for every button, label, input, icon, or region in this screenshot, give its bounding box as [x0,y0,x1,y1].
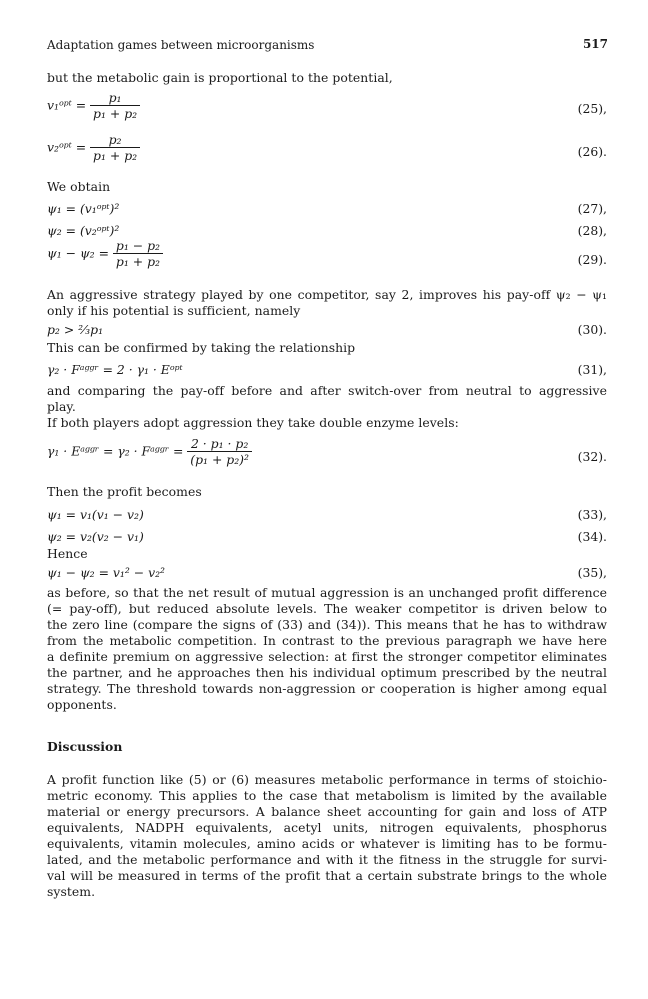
equation-32 [47,437,252,467]
text-line: the partner, and he approaches then his individual optimum prescribed by the neutral [47,665,607,680]
equation-number: (27), [577,201,607,216]
equation-26 [47,133,140,163]
text-line: only if his potential is sufficient, namely [47,303,301,318]
section-heading: Discussion [47,739,123,754]
eq-lhs: ψ₁ − ψ₂ = [47,245,109,261]
fraction [90,133,140,163]
text-line: A profit function like (5) or (6) measures metabolic performance in terms of stoichio- [47,772,607,787]
equation-number: (31), [577,362,607,377]
text-line: (= pay-off), but reduced absolute levels. The weaker competitor is driven below to [47,601,607,616]
text-line: as before, so that the net result of mutual aggression is an unchanged profit difference [47,585,607,600]
text-line: val will be measured in terms of the profit that a certain substrate brings to the whole [47,868,607,883]
text-line: system. [47,884,96,899]
fraction [113,239,163,269]
equation-33: ψ₁ = v₁(v₁ − v₂) [47,507,144,522]
numerator: p₂ [90,133,140,148]
denominator: (p₁ + p₂)² [190,452,249,467]
numerator: p₁ − p₂ [113,239,163,254]
equation-number: (28), [577,223,607,238]
numerator: p₁ [90,91,140,106]
text-line: Hence [47,546,88,561]
equation-25 [47,91,140,121]
denominator: p₁ + p₂ [93,106,138,121]
equation-35: ψ₁ − ψ₂ = v₁² − v₂² [47,565,166,580]
equation-27: ψ₁ = (v₁ᵒᵖᵗ)² [47,201,120,216]
text-line: equivalents, vitamin molecules, amino acids or whatever is limiting has to be formu- [47,836,607,851]
text-line: a definite premium on aggressive selection: at first the stronger competitor eliminates [47,649,607,664]
text-line: but the metabolic gain is proportional to the potential, [47,70,393,85]
text-line: This can be confirmed by taking the relationship [47,340,356,355]
equation-number: (35), [577,565,607,580]
text-line: from the metabolic competition. In contrast to the previous paragraph we have here [47,633,607,648]
equation-28: ψ₂ = (v₂ᵒᵖᵗ)² [47,223,120,238]
equation-number: (26). [577,144,607,159]
page-number: 517 [582,37,608,51]
text-line: An aggressive strategy played by one competitor, say 2, improves his pay-off ψ₂ − ψ₁ [47,287,607,302]
equation-number: (33), [577,507,607,522]
text-line: material or energy precursors. A balance sheet accounting for gain and loss of ATP [47,804,607,819]
equation-number: (34). [577,529,607,544]
running-title: Adaptation games between microorganisms [47,38,315,52]
eq-lhs: v₂ᵒᵖᵗ = [47,139,87,155]
equation-number: (32). [577,449,607,464]
text-line: strategy. The threshold towards non-aggression or cooperation is higher among equal [47,681,607,696]
numerator: 2 · p₁ · p₂ [187,437,252,452]
text-line: We obtain [47,179,111,194]
denominator: p₁ + p₂ [93,148,138,163]
fraction [90,91,140,121]
equation-number: (30). [577,322,607,337]
text-line: the zero line (compare the signs of (33) and (34)). This means that he has to withdraw [47,617,607,632]
equation-30: p₂ > ⅔p₁ [47,322,104,337]
text-line: Then the profit becomes [47,484,202,499]
text-line: equivalents, NADPH equivalents, acetyl units, nitrogen equivalents, phosphorus [47,820,607,835]
text-line: If both players adopt aggression they take double enzyme levels: [47,415,459,430]
text-line: metric economy. This applies to the case that metabolism is limited by the available [47,788,607,803]
denominator: p₁ + p₂ [115,254,160,269]
equation-34: ψ₂ = v₂(v₂ − v₁) [47,529,144,544]
eq-lhs: γ₁ · Eᵃᵍᵍʳ = γ₂ · Fᵃᵍᵍʳ = [47,443,184,459]
text-line: and comparing the pay-off before and after switch-over from neutral to aggressive [47,383,607,398]
text-line: opponents. [47,697,117,712]
equation-number: (29). [577,252,607,267]
fraction [187,437,252,467]
equation-29 [47,239,163,269]
text-line: play. [47,399,76,414]
equation-number: (25), [577,101,607,116]
eq-lhs: v₁ᵒᵖᵗ = [47,97,87,113]
text-line: lated, and the metabolic performance and with it the fitness in the struggle for survi- [47,852,607,867]
equation-31: γ₂ · Fᵃᵍᵍʳ = 2 · γ₁ · Eᵒᵖᵗ [47,362,183,377]
